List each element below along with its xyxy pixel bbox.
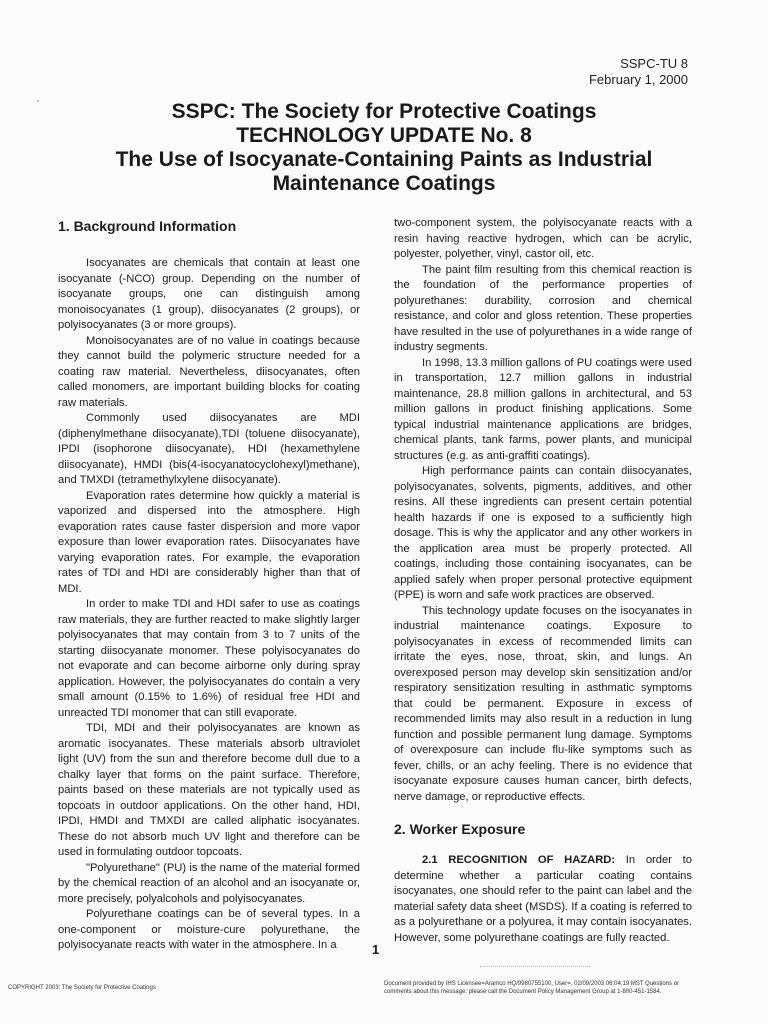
paragraph-continuation: two-component system, the polyisocyanate reacts with a resin having reactive hydrogen, which can be acrylic, polyester, polyether, vinyl, castor oil, etc.	[394, 217, 692, 260]
paragraph: Isocyanates are chemicals that contain at least one isocyanate (-NCO) group. Depending on the number of isocyanate groups, one can distinguish among monoisocyanates (1 group), diisocyanates (2 groups), or polyisocyanates (3 or more groups).	[58, 257, 360, 331]
paragraph: Evaporation rates determine how quickly a material is vaporized and dispersed into the atmosphere. High evaporation rates cause faster dispersion and more vapor exposure than lower evaporation rates. Diisocyanates have varying evaporation rates. For example, the evaporation rates of TDI and HDI are considerably higher than that of MDI.	[58, 489, 360, 595]
page-number: 1	[372, 942, 380, 957]
footer-copyright: COPYRIGHT 2003; The Society for Protective Coatings	[8, 985, 156, 991]
subsection-2-1-text: In order to determine whether a particular coating contains isocyanates, one should refer to the paint can label and the material safety data sheet (MSDS). If a coating is referred to as a polyurethane or a polyurea, it may contain isocyanates. However, some polyurethane coatings are fully reacted.	[394, 854, 692, 944]
paragraph: TDI, MDI and their polyisocyanates are known as aromatic isocyanates. These materials absorb ultraviolet light (UV) from the sun and therefore become dull due to a chalky layer that forms on the paint surface. Therefore, paints based on these materials are not typically used as topcoats in outdoor applications. On the other hand, HDI, IPDI, HMDI and TMXDI are called aliphatic isocyanates. These do not absorb much UV light and therefore can be used in formulating outdoor topcoats.	[58, 722, 360, 858]
right-column	[394, 216, 692, 946]
paragraph: In order to make TDI and HDI safer to use as coatings raw materials, they are further reacted to make slightly larger polyisocyanates that may contain from 3 to 7 units of the starting diisocyanate monomer. These polyisocyanates do not evaporate and can become airborne only during spray application. However, the polyisocyanates do contain a very small amount (0.15% to 1.6%) of residual free HDI and unreacted TDI monomer that can still evaporate.	[58, 598, 360, 719]
paragraph: Monoisocyanates are of no value in coatings because they cannot build the polymeric structure needed for a coating raw material. Nevertheless, diisocyanates, often called monomers, are important building blocks for coating raw materials.	[58, 334, 360, 409]
title-line-3: The Use of Isocyanate-Containing Paints as Industrial	[115, 148, 653, 171]
section-1-heading: 1. Background Information	[58, 218, 237, 234]
footer-notice: Document provided by IHS Licensee=Aramco HQ/9980755100, User=, 02/09/2003 06:04:19 MST Questions or comments about this message: please call the Document Policy Management Group at 1-800-451-1584.	[384, 981, 680, 995]
title-line-4: Maintenance Coatings	[272, 172, 496, 195]
paragraph: "Polyurethane" (PU) is the name of the material formed by the chemical reaction of an alcohol and an isocyanate or, more precisely, polyalcohols and polyisocyanates.	[58, 861, 360, 905]
document-title	[60, 100, 708, 196]
paragraph: Commonly used diisocyanates are MDI (diphenylmethane diisocyanate),TDI (toluene diisocyanate), IPDI (isophorone diisocyanate), HDI (hexamethylene diisocyanate), HMDI (bis(4-isocyanatocyclohexyl)methane), and TMXDI (tetramethylxylene diisocyanate).	[58, 412, 360, 486]
paragraph: The paint film resulting from this chemical reaction is the foundation of the performance properties of polyurethanes: durability, corrosion and chemical resistance, and color and gloss retention. These properties have resulted in the use of polyurethanes in a wide range of industry segments.	[394, 263, 692, 353]
paragraph: High performance paints can contain diisocyanates, polyisocyanates, solvents, pigments, additives, and other resins. All these ingredients can present certain potential health hazards if one is exposed to a sufficiently high dosage. This is why the applicator and any other workers in the application area must be properly protected. All coatings, including those containing isocyanates, can be applied safely when proper personal protective equipment (PPE) is worn and safe work practices are observed.	[394, 465, 692, 601]
subsection-2-1-runin: 2.1 RECOGNITION OF HAZARD:	[422, 854, 616, 866]
subsection-2-1-paragraph	[394, 853, 692, 946]
paragraph: In 1998, 13.3 million gallons of PU coatings were used in transportation, 12.7 million gallons in industrial maintenance, 28.8 million gallons in architectural, and 53 million gallons in product finishing applications. Some typical industrial maintenance applications are bridges, chemical plants, tank farms, power plants, and municipal structures (e.g. as anti-graffiti coatings).	[394, 356, 692, 462]
section-2-heading: 2. Worker Exposure	[394, 821, 526, 837]
title-line-1: SSPC: The Society for Protective Coatings	[171, 100, 597, 123]
document-date: February 1, 2000	[588, 72, 688, 87]
left-column	[58, 216, 360, 954]
title-line-2: TECHNOLOGY UPDATE No. 8	[236, 124, 532, 147]
document-code: SSPC-TU 8	[620, 56, 688, 71]
paragraph: Polyurethane coatings can be of several types. In a one-component or moisture-cure polyurethane, the polyisocyanate reacts with water in the atmosphere. In a	[58, 908, 360, 951]
scan-speck	[37, 100, 39, 102]
paragraph: This technology update focuses on the isocyanates in industrial maintenance coatings. Exposure to polyisocyanates in excess of recommended limits can irritate the eyes, nose, throat, skin, and lungs. An overexposed person may develop skin sensitization and/or respiratory sensitization resulting in asthmatic symptoms that could be permanent. Exposure in excess of recommended limits may also result in a reduction in lung function and possible permanent lung damage. Symptoms of overexposure can include flu-like symptoms such as fever, chills, or an achy feeling. There is no evidence that isocyanate exposure causes human cancer, birth defects, nerve damage, or reproductive effects.	[394, 604, 692, 803]
document-meta	[589, 56, 688, 88]
scan-artifact	[480, 966, 590, 968]
